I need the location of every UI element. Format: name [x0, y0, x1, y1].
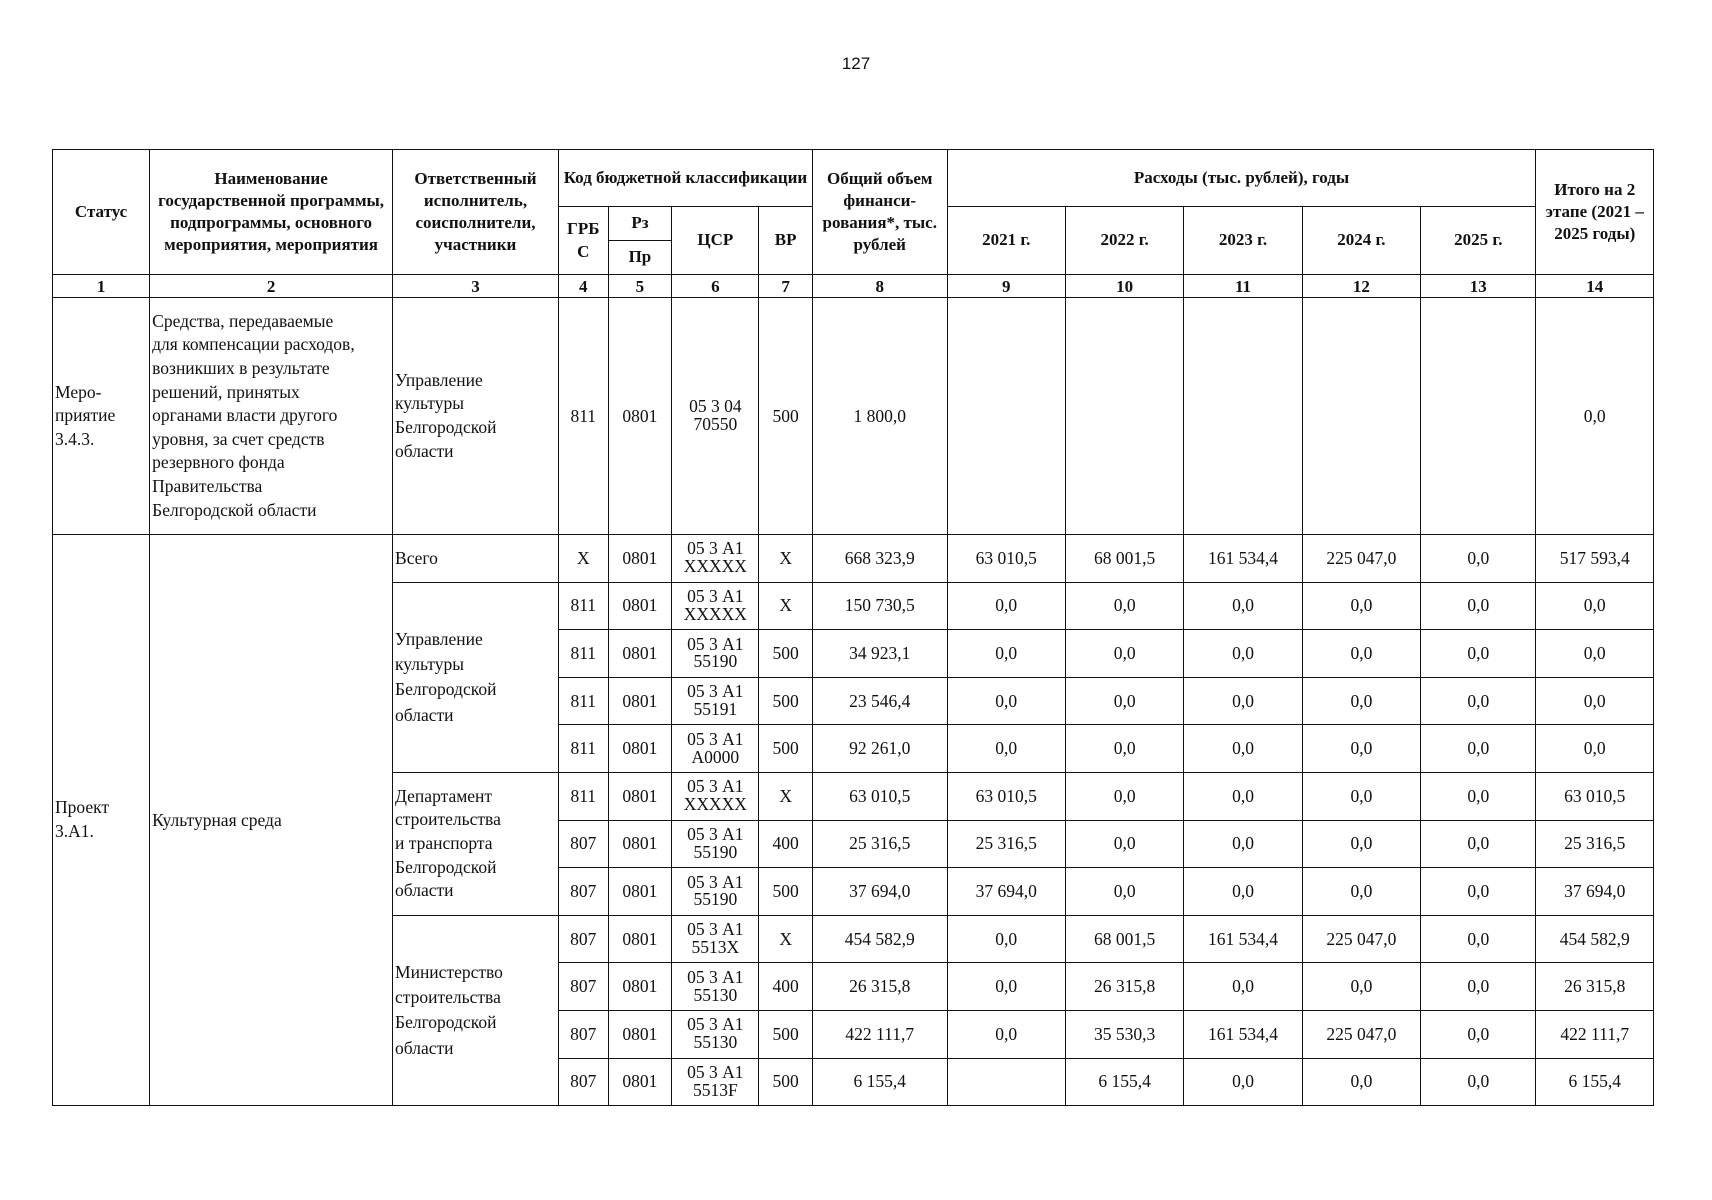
- cell-year-2022: 0,0: [1065, 582, 1183, 630]
- cell-vr: Х: [759, 772, 813, 820]
- cell-csr: 05 3 А1 55191: [672, 677, 759, 725]
- project-name: Культурная среда: [150, 535, 393, 1106]
- cell-vr: 500: [759, 725, 813, 773]
- cell-grbs: 807: [558, 1010, 608, 1058]
- header-year-2023: 2023 г.: [1184, 207, 1302, 275]
- cell-itogo: 25 316,5: [1536, 820, 1654, 868]
- measure-itogo: 0,0: [1536, 298, 1654, 535]
- executor-vsego: Всего: [393, 535, 559, 583]
- cell-total: 668 323,9: [812, 535, 947, 583]
- cell-year-2025: 0,0: [1421, 772, 1536, 820]
- cell-rzpr: 0801: [608, 677, 672, 725]
- cell-vr: Х: [759, 582, 813, 630]
- cell-year-2021: 63 010,5: [947, 772, 1065, 820]
- cell-csr: 05 3 А1 5513F: [672, 1058, 759, 1106]
- cell-total: 25 316,5: [812, 820, 947, 868]
- cell-year-2025: 0,0: [1421, 1010, 1536, 1058]
- cell-csr: 05 3 А1 55130: [672, 963, 759, 1011]
- cell-total: 63 010,5: [812, 772, 947, 820]
- header-year-2022: 2022 г.: [1065, 207, 1183, 275]
- cell-year-2024: 0,0: [1302, 725, 1420, 773]
- cell-year-2025: 0,0: [1421, 725, 1536, 773]
- measure-csr: 05 3 04 70550: [672, 298, 759, 535]
- cell-year-2025: 0,0: [1421, 915, 1536, 963]
- budget-table: [52, 149, 1654, 1106]
- cell-year-2022: 68 001,5: [1065, 535, 1183, 583]
- cell-year-2025: 0,0: [1421, 535, 1536, 583]
- executor-departament: Департамент строительства и транспорта Белгородской области: [393, 772, 559, 915]
- cell-year-2021: 37 694,0: [947, 868, 1065, 916]
- cell-rzpr: 0801: [608, 582, 672, 630]
- cell-rzpr: 0801: [608, 1010, 672, 1058]
- header-csr: ЦСР: [672, 207, 759, 275]
- header-pr: Пр: [608, 241, 672, 275]
- cell-itogo: 454 582,9: [1536, 915, 1654, 963]
- cell-year-2023: 161 534,4: [1184, 1010, 1302, 1058]
- cell-total: 26 315,8: [812, 963, 947, 1011]
- header-expenses: Расходы (тыс. рублей), годы: [947, 150, 1536, 207]
- cell-year-2025: 0,0: [1421, 1058, 1536, 1106]
- header-year-2021: 2021 г.: [947, 207, 1065, 275]
- column-number: 3: [393, 275, 559, 298]
- cell-year-2023: 0,0: [1184, 820, 1302, 868]
- cell-itogo: 0,0: [1536, 630, 1654, 678]
- cell-rzpr: 0801: [608, 725, 672, 773]
- cell-csr: 05 3 А1 5513Х: [672, 915, 759, 963]
- cell-itogo: 0,0: [1536, 677, 1654, 725]
- cell-rzpr: 0801: [608, 915, 672, 963]
- cell-total: 454 582,9: [812, 915, 947, 963]
- measure-executor: Управление культуры Белгородской области: [393, 298, 559, 535]
- cell-vr: 500: [759, 630, 813, 678]
- measure-grbs: 811: [558, 298, 608, 535]
- cell-csr: 05 3 А1 55190: [672, 868, 759, 916]
- header-status: Статус: [53, 150, 150, 275]
- cell-year-2024: 0,0: [1302, 963, 1420, 1011]
- cell-year-2023: 161 534,4: [1184, 915, 1302, 963]
- measure-vr: 500: [759, 298, 813, 535]
- cell-year-2024: 0,0: [1302, 677, 1420, 725]
- column-number: 13: [1421, 275, 1536, 298]
- column-number: 12: [1302, 275, 1420, 298]
- cell-year-2023: 0,0: [1184, 677, 1302, 725]
- cell-grbs: 811: [558, 725, 608, 773]
- cell-year-2023: 0,0: [1184, 582, 1302, 630]
- cell-year-2024: 225 047,0: [1302, 1010, 1420, 1058]
- cell-year-2021: 25 316,5: [947, 820, 1065, 868]
- cell-total: 150 730,5: [812, 582, 947, 630]
- cell-year-2022: 0,0: [1065, 630, 1183, 678]
- cell-itogo: 422 111,7: [1536, 1010, 1654, 1058]
- cell-year-2021: 0,0: [947, 963, 1065, 1011]
- cell-grbs: 807: [558, 1058, 608, 1106]
- cell-itogo: 37 694,0: [1536, 868, 1654, 916]
- cell-grbs: 807: [558, 868, 608, 916]
- cell-total: 6 155,4: [812, 1058, 947, 1106]
- cell-grbs: 807: [558, 963, 608, 1011]
- cell-year-2023: 0,0: [1184, 1058, 1302, 1106]
- header-itogo: Итого на 2 этапе (2021 – 2025 годы): [1536, 150, 1654, 275]
- column-number: 14: [1536, 275, 1654, 298]
- header-year-2024: 2024 г.: [1302, 207, 1420, 275]
- measure-year-2025: [1421, 298, 1536, 535]
- executor-upravlenie: Управление культуры Белгородской области: [393, 582, 559, 772]
- cell-csr: 05 3 А1 55130: [672, 1010, 759, 1058]
- cell-rzpr: 0801: [608, 535, 672, 583]
- measure-total: 1 800,0: [812, 298, 947, 535]
- cell-year-2021: [947, 1058, 1065, 1106]
- cell-year-2023: 0,0: [1184, 868, 1302, 916]
- cell-year-2023: 0,0: [1184, 725, 1302, 773]
- cell-grbs: 811: [558, 677, 608, 725]
- cell-total: 92 261,0: [812, 725, 947, 773]
- cell-year-2024: 0,0: [1302, 820, 1420, 868]
- cell-year-2025: 0,0: [1421, 820, 1536, 868]
- cell-year-2021: 0,0: [947, 725, 1065, 773]
- cell-csr: 05 3 А1 ХХХХХ: [672, 772, 759, 820]
- cell-itogo: 63 010,5: [1536, 772, 1654, 820]
- cell-year-2023: 0,0: [1184, 772, 1302, 820]
- cell-vr: 500: [759, 868, 813, 916]
- cell-year-2022: 26 315,8: [1065, 963, 1183, 1011]
- cell-year-2024: 0,0: [1302, 772, 1420, 820]
- cell-year-2021: 0,0: [947, 915, 1065, 963]
- cell-year-2022: 0,0: [1065, 725, 1183, 773]
- cell-rzpr: 0801: [608, 1058, 672, 1106]
- cell-itogo: 0,0: [1536, 582, 1654, 630]
- cell-year-2023: 0,0: [1184, 630, 1302, 678]
- cell-year-2024: 0,0: [1302, 868, 1420, 916]
- cell-csr: 05 3 А1 А0000: [672, 725, 759, 773]
- cell-total: 23 546,4: [812, 677, 947, 725]
- measure-year-2024: [1302, 298, 1420, 535]
- cell-csr: 05 3 А1 55190: [672, 630, 759, 678]
- measure-year-2022: [1065, 298, 1183, 535]
- cell-year-2025: 0,0: [1421, 630, 1536, 678]
- column-number: 4: [558, 275, 608, 298]
- cell-year-2022: 0,0: [1065, 772, 1183, 820]
- cell-total: 422 111,7: [812, 1010, 947, 1058]
- header-rz: Рз: [608, 207, 672, 241]
- cell-grbs: 811: [558, 772, 608, 820]
- cell-year-2025: 0,0: [1421, 868, 1536, 916]
- cell-year-2025: 0,0: [1421, 582, 1536, 630]
- cell-year-2022: 0,0: [1065, 868, 1183, 916]
- cell-total: 37 694,0: [812, 868, 947, 916]
- column-number: 7: [759, 275, 813, 298]
- cell-year-2021: 0,0: [947, 677, 1065, 725]
- column-number: 11: [1184, 275, 1302, 298]
- table-header: [53, 150, 1654, 298]
- cell-year-2022: 0,0: [1065, 677, 1183, 725]
- table-row: [53, 535, 1654, 583]
- cell-year-2024: 225 047,0: [1302, 535, 1420, 583]
- cell-year-2021: 63 010,5: [947, 535, 1065, 583]
- column-number: 1: [53, 275, 150, 298]
- cell-year-2023: 161 534,4: [1184, 535, 1302, 583]
- cell-year-2022: 6 155,4: [1065, 1058, 1183, 1106]
- cell-csr: 05 3 А1 55190: [672, 820, 759, 868]
- cell-year-2023: 0,0: [1184, 963, 1302, 1011]
- cell-total: 34 923,1: [812, 630, 947, 678]
- cell-year-2024: 0,0: [1302, 630, 1420, 678]
- cell-vr: 400: [759, 963, 813, 1011]
- measure-status: Меро- приятие 3.4.3.: [53, 298, 150, 535]
- header-name: Наименование государственной программы, подпрограммы, основного мероприятия, мероприятия: [150, 150, 393, 275]
- header-total-volume: Общий объем финанси-рования*, тыс. рублей: [812, 150, 947, 275]
- measure-row: [53, 298, 1654, 535]
- cell-itogo: 517 593,4: [1536, 535, 1654, 583]
- column-number: 8: [812, 275, 947, 298]
- column-number-row: [53, 275, 1654, 298]
- column-number: 10: [1065, 275, 1183, 298]
- column-number: 2: [150, 275, 393, 298]
- cell-itogo: 0,0: [1536, 725, 1654, 773]
- cell-vr: 500: [759, 677, 813, 725]
- cell-year-2022: 35 530,3: [1065, 1010, 1183, 1058]
- cell-year-2025: 0,0: [1421, 677, 1536, 725]
- cell-csr: 05 3 А1 ХХХХХ: [672, 535, 759, 583]
- cell-vr: 500: [759, 1058, 813, 1106]
- cell-year-2021: 0,0: [947, 630, 1065, 678]
- cell-csr: 05 3 А1 ХХХХХ: [672, 582, 759, 630]
- cell-grbs: 811: [558, 582, 608, 630]
- cell-year-2024: 225 047,0: [1302, 915, 1420, 963]
- cell-year-2022: 68 001,5: [1065, 915, 1183, 963]
- project-status: Проект 3.А1.: [53, 535, 150, 1106]
- cell-grbs: 807: [558, 915, 608, 963]
- measure-name: Средства, передаваемые для компенсации расходов, возникших в результате решений, принятых органами власти другого уровня, за счет средств резервного фонда Правительства Белгородской области: [150, 298, 393, 535]
- measure-year-2023: [1184, 298, 1302, 535]
- header-vr: ВР: [759, 207, 813, 275]
- header-executor: Ответственный исполнитель, соисполнители, участники: [393, 150, 559, 275]
- page-number: 127: [841, 54, 871, 73]
- cell-vr: Х: [759, 535, 813, 583]
- cell-year-2021: 0,0: [947, 582, 1065, 630]
- cell-vr: Х: [759, 915, 813, 963]
- header-grbs: ГРБ С: [558, 207, 608, 275]
- cell-year-2024: 0,0: [1302, 1058, 1420, 1106]
- cell-rzpr: 0801: [608, 630, 672, 678]
- cell-itogo: 26 315,8: [1536, 963, 1654, 1011]
- cell-rzpr: 0801: [608, 820, 672, 868]
- cell-year-2021: 0,0: [947, 1010, 1065, 1058]
- cell-grbs: Х: [558, 535, 608, 583]
- cell-rzpr: 0801: [608, 772, 672, 820]
- cell-year-2022: 0,0: [1065, 820, 1183, 868]
- cell-grbs: 807: [558, 820, 608, 868]
- cell-itogo: 6 155,4: [1536, 1058, 1654, 1106]
- cell-rzpr: 0801: [608, 963, 672, 1011]
- cell-rzpr: 0801: [608, 868, 672, 916]
- cell-vr: 400: [759, 820, 813, 868]
- column-number: 5: [608, 275, 672, 298]
- header-budget-code: Код бюджетной классификации: [558, 150, 812, 207]
- column-number: 6: [672, 275, 759, 298]
- measure-year-2021: [947, 298, 1065, 535]
- measure-rzpr: 0801: [608, 298, 672, 535]
- column-number: 9: [947, 275, 1065, 298]
- cell-year-2024: 0,0: [1302, 582, 1420, 630]
- cell-vr: 500: [759, 1010, 813, 1058]
- cell-grbs: 811: [558, 630, 608, 678]
- executor-ministerstvo: Министерство строительства Белгородской области: [393, 915, 559, 1105]
- cell-year-2025: 0,0: [1421, 963, 1536, 1011]
- header-year-2025: 2025 г.: [1421, 207, 1536, 275]
